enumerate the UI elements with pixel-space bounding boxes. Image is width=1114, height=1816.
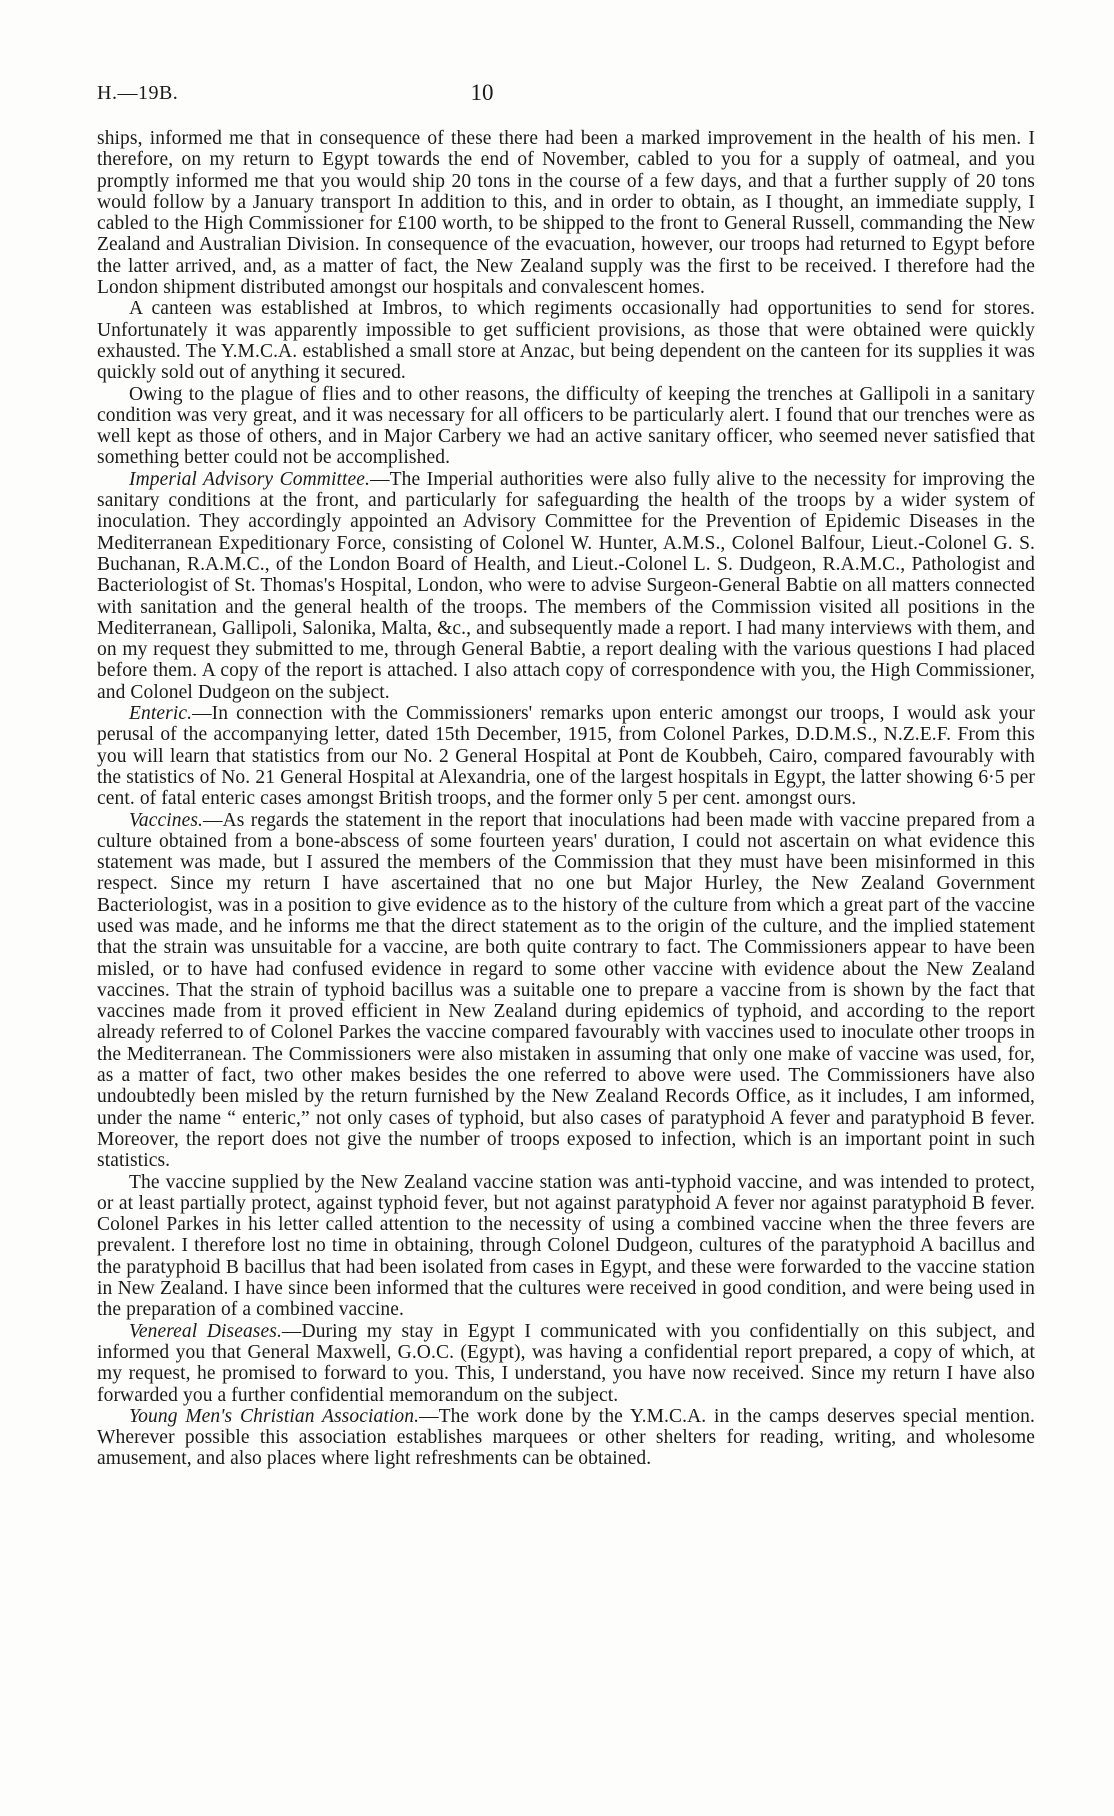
document-body [97,128,1035,1470]
paragraph [97,469,1035,703]
paragraph [97,1406,1035,1470]
paragraph-lead: Venereal Diseases. [129,1320,282,1342]
paragraph [97,810,1035,1172]
paragraph [97,298,1035,383]
paragraph [97,1172,1035,1321]
paragraph [97,128,1035,298]
paragraph-text: —The work done by the Y.M.C.A. in the camps deserves special mention. Wherever possible this association establishes marquees or other shelters for reading, writing, and wholesome amusement, and also places where light refreshments can be obtained. [97,1405,1035,1470]
paragraph-text: ships, informed me that in consequence of these there had been a marked improvement in the health of his men. I therefore, on my return to Egypt towards the end of November, cabled to you for a supply of oatmeal, and you promptly informed me that you would ship 20 tons in the course of a few days, and that a further supply of 20 tons would follow by a January transport In addition to this, and in order to obtain, as I thought, an immediate supply, I cabled to the High Commissioner for £100 worth, to be shipped to the front to General Russell, commanding the New Zealand and Australian Division. In consequence of the evacuation, however, our troops had returned to Egypt before the latter arrived, and, as a matter of fact, the New Zealand supply was the first to be received. I therefore had the London shipment distributed amongst our hospitals and convalescent homes. [97,128,1035,299]
paragraph-lead: Imperial Advisory Committee. [129,468,370,490]
paragraph-text: —As regards the statement in the report that inoculations had been made with vaccine prepared from a culture obtained from a bone-abscess of some fourteen years' duration, I could not ascertain on what evidence this statement was made, but I assured the members of the Commission that they must have been misinformed in this respect. Since my return I have ascertained that no one but Major Hurley, the New Zealand Government Bacteriologist, was in a position to give evidence as to the history of the culture from which a great part of the vaccine used was made, and he informs me that the direct statement as to the origin of the culture, and the implied statement that the strain was unsuitable for a vaccine, are both quite contrary to fact. The Commissioners appear to have been misled, or to have had confused evidence in regard to some other vaccine with evidence about the New Zealand vaccines. That the strain of typhoid bacillus was a suitable one to prepare a vaccine from is shown by the fact that vaccines made from it proved efficient in New Zealand during epidemics of typhoid, and according to the report already referred to of Colonel Parkes the vaccine compared favourably with vaccines used to inoculate other troops in the Mediterranean. The Commissioners were also mistaken in assuming that only one make of vaccine was used, for, as a matter of fact, two other makes besides the one referred to above were used. The Commissioners have also undoubtedly been misled by the return furnished by the New Zealand Records Office, as it includes, I am informed, under the name “ enteric,” not only cases of typhoid, but also cases of paratyphoid A fever and paratyphoid B fever. Moreover, the report does not give the number of troops exposed to infection, which is an important point in such statistics. [97,809,1035,1172]
paragraph-lead: Young Men's Christian Association. [129,1405,420,1427]
paragraph-text: A canteen was established at Imbros, to which regiments occasionally had opportunities to send for stores. Unfortunately it was apparently impossible to get sufficient provisions, as those that were obtained were quickly exhausted. The Y.M.C.A. established a small store at Anzac, but being dependent on the canteen for its supplies it was quickly sold out of anything it secured. [97,298,1035,384]
page-header [97,82,1035,116]
paragraph [97,384,1035,469]
paragraph [97,703,1035,809]
paragraph-text: —During my stay in Egypt I communicated with you confidentially on this subject, and informed you that General Maxwell, G.O.C. (Egypt), was having a confidential report prepared, a copy of which, at my request, he promised to forward to you. This, I understand, you have now received. Since my return I have also forwarded you a further confidential memorandum on the subject. [97,1320,1035,1406]
paragraph-text: The vaccine supplied by the New Zealand vaccine station was anti-typhoid vaccine, and was intended to protect, or at least partially protect, against typhoid fever, but not against paratyphoid A fever nor against paratyphoid B fever. Colonel Parkes in his letter called attention to the necessity of using a combined vaccine when the three fevers are prevalent. I therefore lost no time in obtaining, through Colonel Dudgeon, cultures of the paratyphoid A bacillus and the paratyphoid B bacillus that had been isolated from cases in Egypt, and these were forwarded to the vaccine station in New Zealand. I have since been informed that the cultures were received in good condition, and were being used in the preparation of a combined vaccine. [97,1171,1035,1321]
paragraph-lead: Enteric. [129,703,193,725]
paragraph-text: —In connection with the Commissioners' remarks upon enteric amongst our troops, I would ask your perusal of the accompanying letter, dated 15th December, 1915, from Colonel Parkes, D.D.M.S., N.Z.E.F. From this you will learn that statistics from our No. 2 General Hospital at Pont de Koubbeh, Cairo, compared favourably with the statistics of No. 21 General Hospital at Alexandria, one of the largest hospitals in Egypt, the latter showing 6·5 per cent. of fatal enteric cases amongst British troops, and the former only 5 per cent. amongst ours. [97,703,1035,810]
paragraph-text: Owing to the plague of flies and to other reasons, the difficulty of keeping the trenches at Gallipoli in a sanitary condition was very great, and it was necessary for all officers to be particularly alert. I found that our trenches were as well kept as those of others, and in Major Carbery we had an active sanitary officer, who seemed never satisfied that something better could not be accomplished. [97,383,1035,469]
paragraph-text: —The Imperial authorities were also fully alive to the necessity for improving the sanitary conditions at the front, and particularly for safeguarding the health of the troops by a wider system of inoculation. They accordingly appointed an Advisory Committee for the Prevention of Epidemic Diseases in the Mediterranean Expeditionary Force, consisting of Colonel W. Hunter, A.M.S., Colonel Balfour, Lieut.-Colonel G. S. Buchanan, R.A.M.C., of the London Board of Health, and Lieut.-Colonel L. S. Dudgeon, R.A.M.C., Pathologist and Bacteriologist of St. Thomas's Hospital, London, who were to advise Surgeon-General Babtie on all matters connected with sanitation and the general health of the troops. The members of the Commission visited all positions in the Mediterranean, Gallipoli, Salonika, Malta, &c., and subsequently made a report. I had many interviews with them, and on my request they submitted to me, through General Babtie, a report dealing with the various questions I had placed before them. A copy of the report is attached. I also attach copy of correspondence with you, the High Commissioner, and Colonel Dudgeon on the subject. [97,468,1035,703]
paragraph-lead: Vaccines. [129,809,203,831]
paragraph [97,1321,1035,1406]
report-series-label: H.—19B. [97,82,179,104]
page-number: 10 [470,80,494,105]
